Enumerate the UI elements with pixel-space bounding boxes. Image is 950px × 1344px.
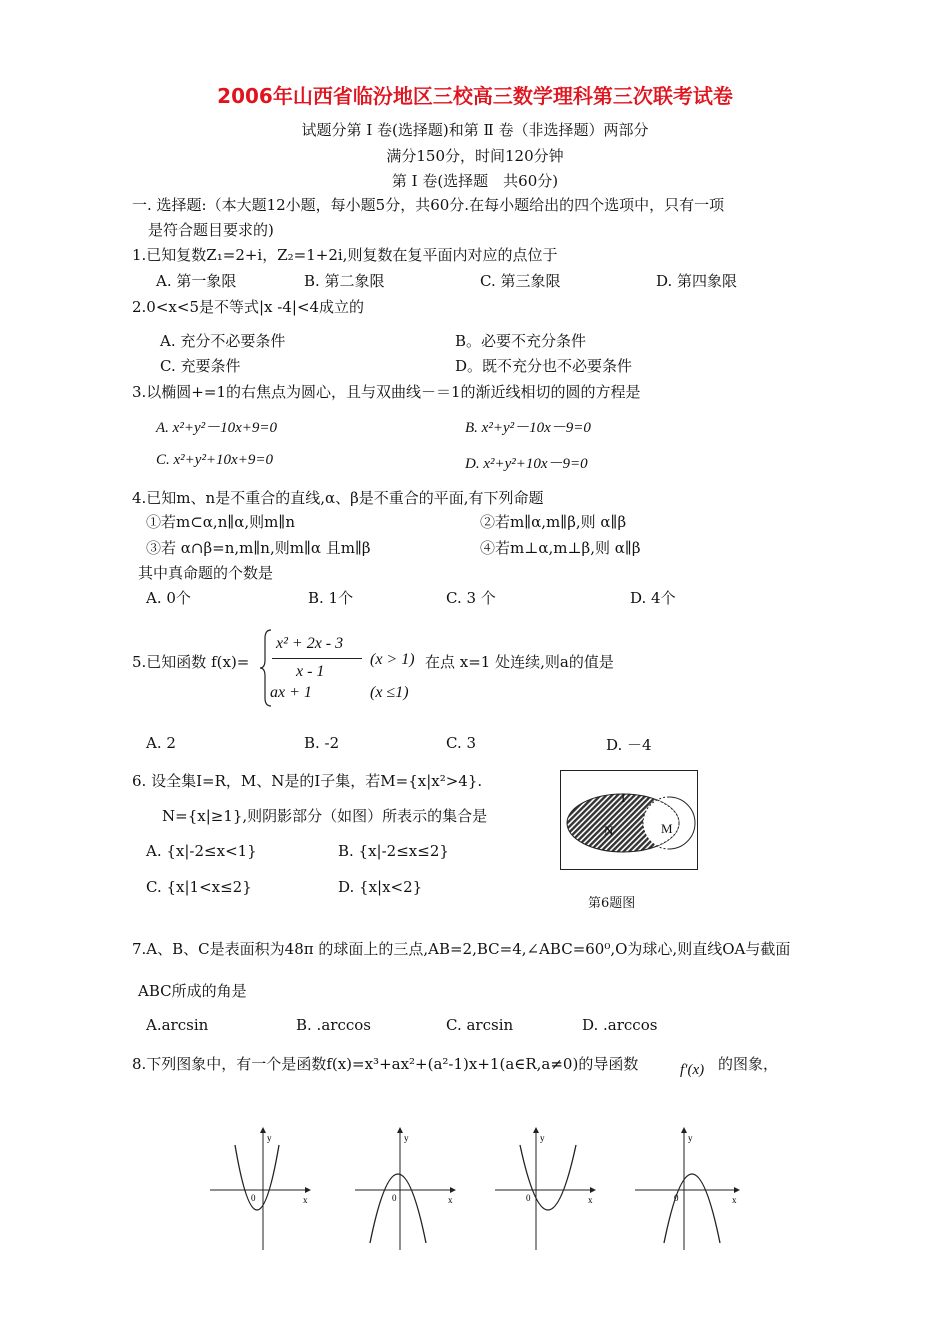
section-heading: 一. 选择题:（本大题12小题，每小题5分，共60分.在每小题给出的四个选项中，只有一项 xyxy=(132,196,725,214)
graph-1-y-label: y xyxy=(267,1133,272,1143)
q5-piece-2: ax + 1 xyxy=(270,684,312,701)
q5-numerator: x² + 2x - 3 xyxy=(276,635,344,652)
graph-3-y-label: y xyxy=(540,1133,545,1143)
exam-info-line2: 满分150分，时间120分钟 xyxy=(386,147,564,165)
graph-1-x-label: x xyxy=(303,1195,308,1205)
graph-2-y-label: y xyxy=(404,1133,409,1143)
q2-option-c: C. 充要条件 xyxy=(160,357,241,375)
q7-option-c: C. arcsin xyxy=(446,1016,514,1034)
q3-option-a: A. x²+y²－10x+9=0 xyxy=(156,420,277,436)
q4-tail: 其中真命题的个数是 xyxy=(138,564,274,582)
q4-option-d: D. 4个 xyxy=(630,589,676,607)
graph-4-x-label: x xyxy=(732,1195,737,1205)
graph-1-origin-label: 0 xyxy=(251,1193,256,1203)
question-8-stem: 8.下列图象中，有一个是函数f(x)=x³+ax²+(a²-1)x+1(a∈R,a≠0)的导函数 xyxy=(132,1055,639,1073)
venn-label-m: M xyxy=(661,821,673,836)
q4-option-c: C. 3 个 xyxy=(446,589,496,607)
graph-option-2 xyxy=(350,1125,460,1255)
graph-3-x-label: x xyxy=(588,1195,593,1205)
q4-proposition-4: ④若m⊥α,m⊥β,则 α∥β xyxy=(480,539,641,557)
q7-option-a: A.arcsin xyxy=(146,1016,209,1034)
q5-option-a: A. 2 xyxy=(146,734,176,752)
figure-6-caption: 第6题图 xyxy=(588,896,636,911)
q5-fraction-bar xyxy=(272,658,362,659)
graph-3-origin-label: 0 xyxy=(526,1193,531,1203)
graph-option-4 xyxy=(630,1125,745,1255)
page-title: 2006年山西省临汾地区三校高三数学理科第三次联考试卷 xyxy=(217,84,733,108)
q1-option-a: A. 第一象限 xyxy=(156,272,237,290)
q5-condition-2: (x ≤1) xyxy=(370,684,409,701)
q1-option-c: C. 第三象限 xyxy=(480,272,561,290)
question-6-stem-2: N={x|≥1},则阴影部分（如图）所表示的集合是 xyxy=(162,807,488,825)
section-heading-cont: 是符合题目要求的) xyxy=(148,221,274,239)
question-2-stem: 2.0<x<5是不等式|x -4|<4成立的 xyxy=(132,298,365,316)
graph-2-origin-label: 0 xyxy=(392,1193,397,1203)
graph-option-3 xyxy=(490,1125,600,1255)
graph-4-y-label: y xyxy=(688,1133,693,1143)
q2-option-b: B。必要不充分条件 xyxy=(455,332,587,350)
q1-option-b: B. 第二象限 xyxy=(304,272,385,290)
q7-option-b: B. .arccos xyxy=(296,1016,371,1034)
q3-option-c: C. x²+y²+10x+9=0 xyxy=(156,452,273,468)
q5-option-c: C. 3 xyxy=(446,734,477,752)
question-4-stem: 4.已知m、n是不重合的直线,α、β是不重合的平面,有下列命题 xyxy=(132,489,544,507)
graph-option-1 xyxy=(205,1125,315,1255)
question-6-stem-1: 6. 设全集I=R，M、N是的Ⅰ子集，若M={x|x²>4}. xyxy=(132,772,483,790)
q2-option-d: D。既不充分也不必要条件 xyxy=(455,357,633,375)
q1-option-d: D. 第四象限 xyxy=(656,272,738,290)
q5-suffix: 在点 x=1 处连续,则a的值是 xyxy=(425,653,614,671)
q4-proposition-2: ②若m∥α,m∥β,则 α∥β xyxy=(480,513,627,531)
graph-2-x-label: x xyxy=(448,1195,453,1205)
question-3-stem: 3.以椭圆+=1的右焦点为圆心，且与双曲线－＝1的渐近线相切的圆的方程是 xyxy=(132,383,641,401)
q3-option-d: D. x²+y²+10x－9=0 xyxy=(465,456,588,472)
q5-denominator: x - 1 xyxy=(296,663,325,680)
venn-label-n: N xyxy=(604,823,614,838)
exam-info-line1: 试题分第 Ⅰ 卷(选择题)和第 Ⅱ 卷（非选择题）两部分 xyxy=(301,121,649,139)
graph-4-origin-label: 0 xyxy=(674,1193,679,1203)
q8-tail: 的图象， xyxy=(718,1055,779,1073)
venn-figure xyxy=(561,771,697,869)
q2-option-a: A. 充分不必要条件 xyxy=(160,332,286,350)
q5-condition-1: (x > 1) xyxy=(370,651,415,668)
exam-info-line3: 第 Ⅰ 卷(选择题 共60分) xyxy=(391,172,559,190)
q4-proposition-1: ①若m⊂α,n∥α,则m∥n xyxy=(146,513,295,531)
question-5-prefix: 5.已知函数 f(x)= xyxy=(132,653,250,671)
q6-option-d: D. {x|x<2} xyxy=(338,878,423,896)
q5-option-b: B. -2 xyxy=(304,734,340,752)
q4-option-a: A. 0个 xyxy=(146,589,191,607)
q8-fprime: f′(x) xyxy=(680,1062,705,1078)
q3-option-b: B. x²+y²－10x－9=0 xyxy=(465,420,591,436)
question-7-stem-2: ABC所成的角是 xyxy=(138,982,247,1000)
venn-label-i: I xyxy=(621,790,626,805)
q6-option-b: B. {x|-2≤x≤2} xyxy=(338,842,449,860)
q5-option-d: D. －4 xyxy=(606,736,652,754)
question-7-stem-1: 7.A、B、C是表面积为48π 的球面上的三点,AB=2,BC=4,∠ABC=60⁰,O为球心,则直线OA与截面 xyxy=(132,940,791,958)
q7-option-d: D. .arccos xyxy=(582,1016,658,1034)
q6-option-c: C. {x|1<x≤2} xyxy=(146,878,252,896)
q6-option-a: A. {x|-2≤x<1} xyxy=(146,842,257,860)
venn-diagram xyxy=(560,770,698,870)
question-1-stem: 1.已知复数Z₁=2+i，Z₂=1+2i,则复数在复平面内对应的点位于 xyxy=(132,246,558,264)
q4-option-b: B. 1个 xyxy=(308,589,354,607)
q4-proposition-3: ③若 α∩β=n,m∥n,则m∥α 且m∥β xyxy=(146,539,371,557)
